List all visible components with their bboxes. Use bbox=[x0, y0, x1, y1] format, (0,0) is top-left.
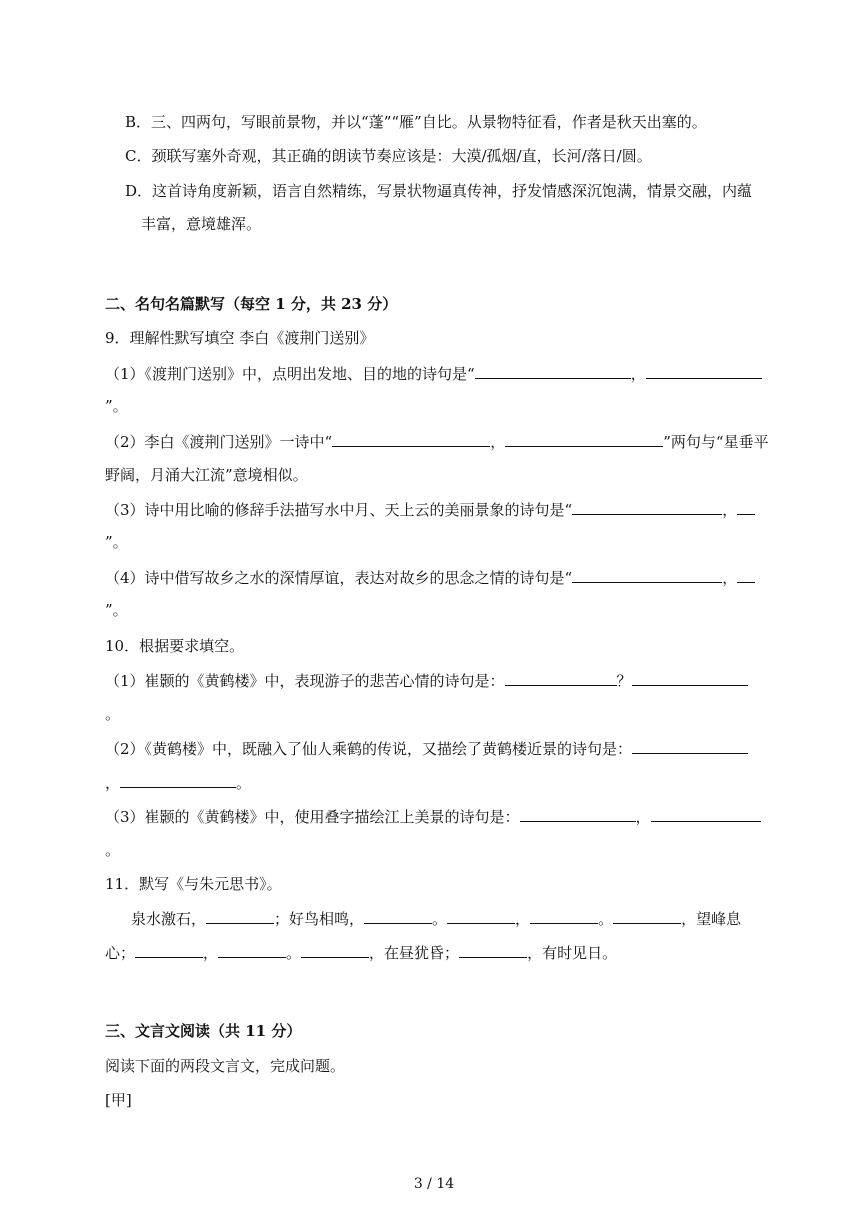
q9-title: 9．理解性默写填空 李白《渡荆门送别》 bbox=[105, 329, 375, 347]
q9-p4-sep: ， bbox=[722, 569, 738, 587]
choice-d-line1: D．这首诗角度新颖，语言自然精练，写景状物逼真传神，抒发情感深沉饱满，情景交融，内蕴 bbox=[125, 182, 753, 200]
answer-blank[interactable] bbox=[301, 942, 369, 958]
q10-p2-line2 bbox=[105, 772, 770, 793]
section2-heading: 二、名句名篇默写（每空 1 分，共 23 分） bbox=[105, 295, 398, 313]
q11-l1-e: 。 bbox=[598, 910, 614, 928]
choice-d-line2-text: 丰富，意境雄浑。 bbox=[141, 215, 262, 233]
section3-label: [甲] bbox=[105, 1091, 132, 1109]
q11-l1-f: ，望峰息 bbox=[681, 910, 742, 928]
answer-blank[interactable] bbox=[505, 670, 617, 686]
q9-p2-text: （2）李白《渡荆门送别》一诗中“ bbox=[105, 433, 333, 451]
q9-p1 bbox=[105, 363, 770, 384]
answer-blank[interactable] bbox=[459, 942, 527, 958]
answer-blank[interactable] bbox=[475, 363, 631, 379]
q10-p1 bbox=[105, 670, 770, 691]
q10-p2-line2-end: 。 bbox=[236, 774, 252, 792]
q10-p2-text: （2）《黄鹤楼》中，既融入了仙人乘鹤的传说，又描绘了黄鹤楼近景的诗句是： bbox=[105, 740, 633, 758]
q9-p4-end: ”。 bbox=[105, 601, 128, 619]
q9-p3-text: （3）诗中用比喻的修辞手法描写水中月、天上云的美丽景象的诗句是“ bbox=[105, 501, 573, 519]
answer-blank[interactable] bbox=[632, 738, 748, 754]
q9-p3-sep: ， bbox=[722, 501, 738, 519]
q11-l2-d: ，在昼犹昏； bbox=[369, 944, 460, 962]
choice-c: C．颈联写塞外奇观，其正确的朗读节奏应该是：大漠/孤烟/直，长河/落日/圆。 bbox=[125, 147, 652, 165]
q11-l2-c: 。 bbox=[286, 944, 302, 962]
q9-p4-text: （4）诗中借写故乡之水的深情厚谊，表达对故乡的思念之情的诗句是“ bbox=[105, 569, 573, 587]
q11-line1 bbox=[131, 908, 771, 929]
q9-p3 bbox=[105, 499, 770, 520]
q10-title: 10．根据要求填空。 bbox=[105, 637, 245, 655]
page-number: 3 / 14 bbox=[413, 1176, 455, 1192]
answer-blank[interactable] bbox=[572, 499, 722, 515]
q9-p1-end: ”。 bbox=[105, 397, 128, 415]
answer-blank[interactable] bbox=[218, 942, 286, 958]
q9-p4 bbox=[105, 567, 770, 588]
q10-p1-sep: ？ bbox=[616, 672, 632, 690]
q10-p3-sep: ， bbox=[635, 808, 651, 826]
q9-p2-sep: ， bbox=[490, 433, 506, 451]
q10-p3 bbox=[105, 806, 770, 827]
answer-blank[interactable] bbox=[613, 908, 681, 924]
answer-blank[interactable] bbox=[206, 908, 274, 924]
answer-blank[interactable] bbox=[364, 908, 432, 924]
q11-l1-d: ， bbox=[515, 910, 531, 928]
q10-p3-end: 。 bbox=[105, 841, 121, 859]
answer-blank[interactable] bbox=[737, 499, 755, 515]
answer-blank[interactable] bbox=[520, 806, 636, 822]
q10-p2 bbox=[105, 738, 770, 759]
q11-l2-a: 心； bbox=[105, 944, 136, 962]
q9-p1-sep: ， bbox=[630, 365, 646, 383]
answer-blank[interactable] bbox=[332, 431, 490, 447]
q10-p2-line2-sep: ， bbox=[105, 774, 121, 792]
q10-p1-text: （1）崔颢的《黄鹤楼》中，表现游子的悲苦心情的诗句是： bbox=[105, 672, 505, 690]
answer-blank[interactable] bbox=[646, 363, 762, 379]
section3-intro: 阅读下面的两段文言文，完成问题。 bbox=[105, 1057, 346, 1075]
q11-l1-c: 。 bbox=[432, 910, 448, 928]
choice-b: B．三、四两句，写眼前景物，并以“蓬”“雁”自比。从景物特征看，作者是秋天出塞的。 bbox=[125, 113, 707, 131]
q9-p1-text: （1）《渡荆门送别》中，点明出发地、目的地的诗句是“ bbox=[105, 365, 475, 383]
answer-blank[interactable] bbox=[572, 567, 722, 583]
q10-p3-text: （3）崔颢的《黄鹤楼》中，使用叠字描绘江上美景的诗句是： bbox=[105, 808, 520, 826]
answer-blank[interactable] bbox=[737, 567, 755, 583]
q9-p2-text-b: ”两句与“星垂平 bbox=[663, 433, 769, 451]
q11-title: 11．默写《与朱元思书》。 bbox=[105, 875, 282, 893]
q11-l2-e: ，有时见日。 bbox=[527, 944, 618, 962]
answer-blank[interactable] bbox=[651, 806, 761, 822]
answer-blank[interactable] bbox=[447, 908, 515, 924]
q11-l1-a: 泉水激石， bbox=[131, 910, 207, 928]
answer-blank[interactable] bbox=[530, 908, 598, 924]
q10-p1-end: 。 bbox=[105, 705, 121, 723]
answer-blank[interactable] bbox=[632, 670, 748, 686]
answer-blank[interactable] bbox=[120, 772, 236, 788]
q9-p2 bbox=[105, 431, 770, 452]
q11-l1-b: ；好鸟相鸣， bbox=[274, 910, 365, 928]
answer-blank[interactable] bbox=[505, 431, 663, 447]
q9-p2-line2: 野阔，月涌大江流”意境相似。 bbox=[105, 466, 308, 484]
choice-d-line2 bbox=[125, 214, 790, 234]
q11-l2-b: ， bbox=[203, 944, 219, 962]
section3-heading: 三、文言文阅读（共 11 分） bbox=[105, 1022, 302, 1040]
answer-blank[interactable] bbox=[135, 942, 203, 958]
q9-p3-end: ”。 bbox=[105, 533, 128, 551]
q11-line2 bbox=[105, 942, 770, 963]
